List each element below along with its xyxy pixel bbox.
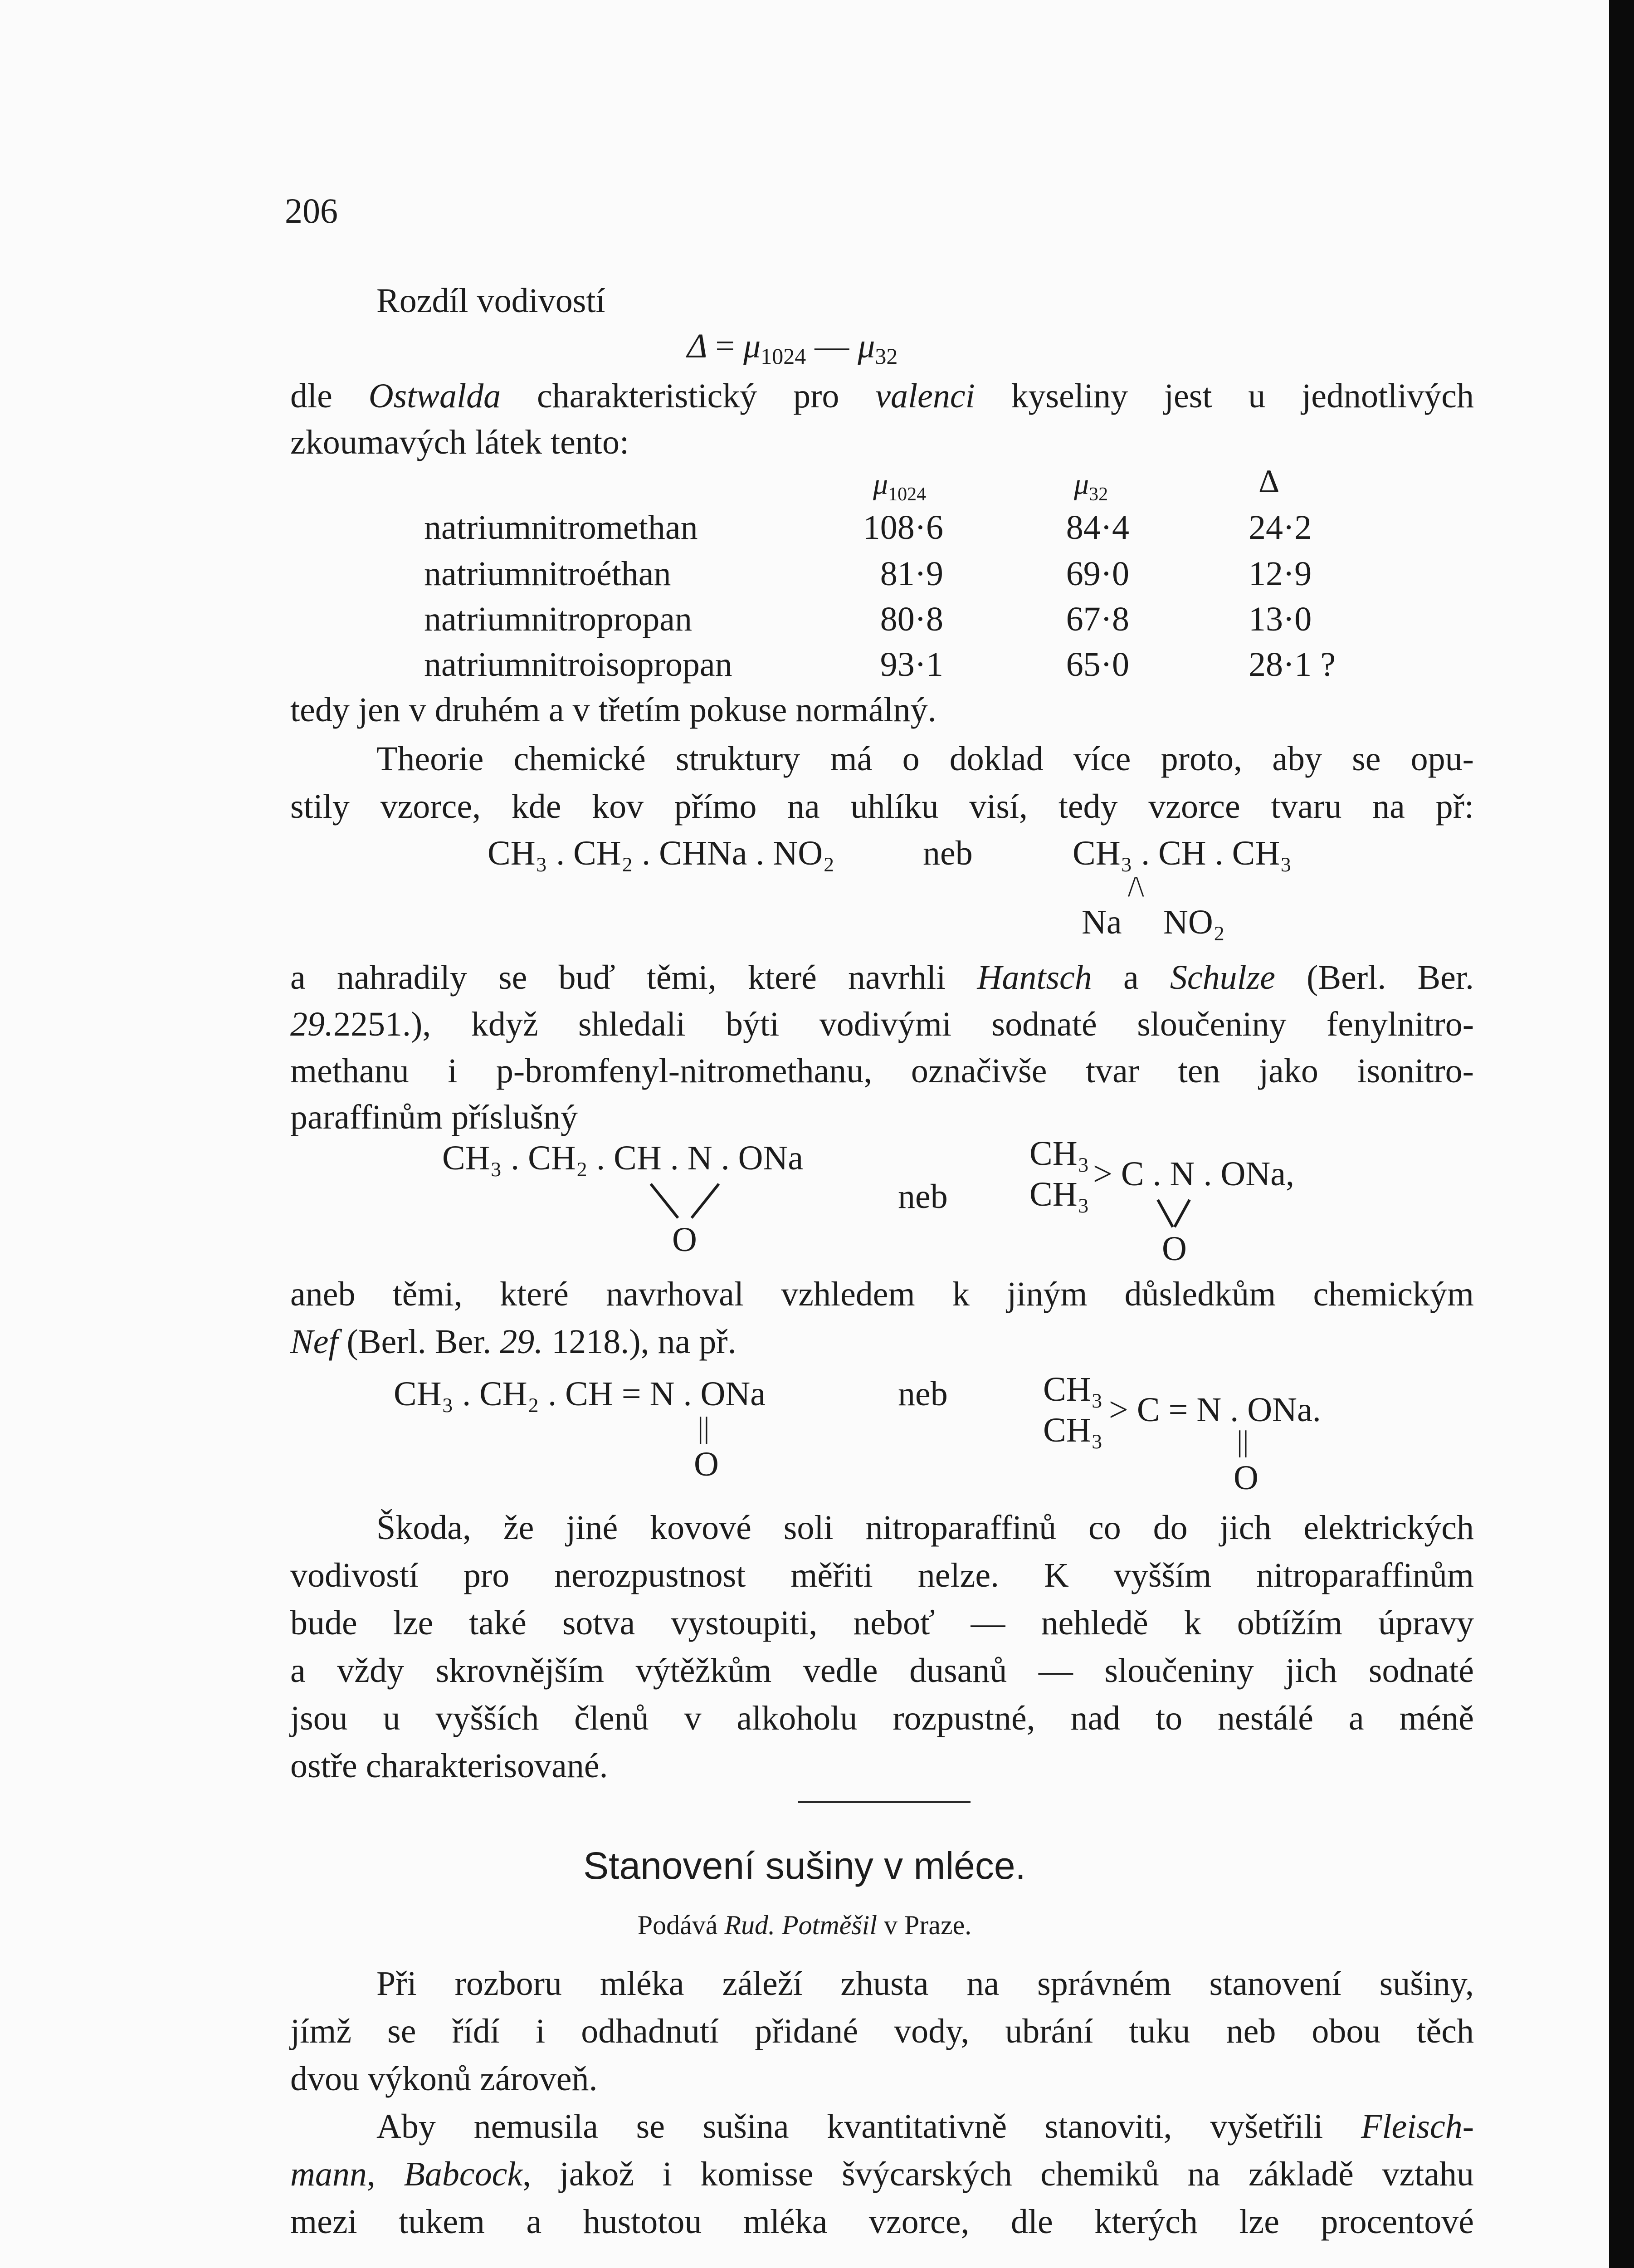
chem3-right-main: > C = N . ONa. [1109,1391,1321,1429]
term-valenci: valenci [875,377,975,415]
para3-line2: 29.2251.), když shledali býti vodivými sodnaté sloučeniny fenylnitro- [290,1005,1474,1043]
para2-line1: Theorie chemické struktury má o doklad více proto, aby se opu- [376,740,1474,778]
chem2-right-top: CH₃ [1029,1134,1090,1173]
chem1-wedge: /\ [1128,870,1144,903]
row-name: natriumnitroisopropan [424,645,732,684]
row-delta: 28·1 ? [1249,645,1336,684]
row-name: natriumnitromethan [424,508,698,547]
para5-line6: ostře charakterisované. [290,1747,608,1785]
formula-sub2: 32 [875,343,898,369]
section-divider [798,1801,971,1803]
row-name: natriumnitropropan [424,600,692,638]
row-delta: 12·9 [1249,555,1312,593]
chem3-left-dbl: || [697,1411,710,1444]
chem3-neb: neb [898,1375,948,1413]
row-mu1024: 80·8 [880,600,943,638]
author-babcock: Babcock [404,2155,523,2193]
row-mu32: 84·4 [1066,508,1129,547]
article-title: Stanovení sušiny v mléce. [583,1844,1026,1887]
formula [687,327,897,369]
chem2-right-main: > C . N . ONa, [1093,1155,1294,1193]
table-header-mu1024: $\mu_{1024}$ [873,468,927,505]
para1-line2: zkoumavých látek tento: [290,423,629,461]
after-table-line: tedy jen v druhém a v třetím pokuse normálný. [290,691,937,729]
author-potmesil: Rud. Potměšil [724,1910,877,1940]
page-number: 206 [285,191,338,230]
row-mu32: 67·8 [1066,600,1129,638]
author-ostwalda: Ostwalda [368,377,501,415]
formula-sub1: 1024 [761,343,806,369]
table-header-delta: Δ [1258,463,1280,499]
row-delta: 13·0 [1249,600,1312,638]
chem2-left: CH₃ . CH₂ . CH . N . ONa [442,1139,804,1177]
chem2-left-bond [649,1182,721,1222]
article-p2-line2: mann, Babcock, jakož i komisse švýcarských chemiků na základě vztahu [290,2155,1474,2193]
chem3-left-o: O [694,1445,719,1483]
chem2-right-bond [1156,1198,1192,1229]
chem1-na: Na [1082,903,1122,941]
para5-line3: bude lze také sotva vystoupiti, neboť — nehledě k obtížím úpravy [290,1604,1474,1642]
para3-line3: methanu i p-bromfenyl-nitromethanu, označivše tvar ten jako isonitro- [290,1052,1474,1090]
chem1-neb: neb [923,834,973,872]
para5-line5: jsou u vyšších členů v alkoholu rozpustné, nad to nestálé a méně [290,1699,1474,1737]
chem3-left: CH₃ . CH₂ . CH = N . ONa [394,1375,766,1413]
chem1-no2: NO₂ [1163,903,1225,941]
formula-minus: — [815,327,849,365]
para5-line4: a vždy skrovnějším výtěžkům vedle dusanů — sloučeniny jich sodnaté [290,1652,1474,1690]
author-schulze: Schulze [1170,958,1275,997]
chem3-right-o: O [1234,1459,1258,1497]
chem2-right-bottom: CH₃ [1029,1175,1090,1213]
chem1-right: CH₃ . CH . CH₃ [1073,834,1292,872]
chem2-neb: neb [898,1178,948,1216]
formula-mu2: μ [858,327,875,365]
intro-line: Rozdíl vodivostí [376,282,605,320]
article-p1-line3: dvou výkonů zároveň. [290,2060,598,2098]
chem3-right-dbl: || [1237,1425,1249,1458]
para5-line2: vodivostí pro nerozpustnost měřiti nelze. K vyšším nitroparaffinům [290,1556,1474,1594]
article-p2-line3: mezi tukem a hustotou mléka vzorce, dle kterých lze procentové [290,2203,1474,2241]
row-name: natriumnitroéthan [424,555,671,593]
author-hantsch: Hantsch [977,958,1092,997]
formula-mu1: μ [743,327,761,365]
row-mu32: 65·0 [1066,645,1129,684]
row-mu1024: 81·9 [880,555,943,593]
para1-line1: dle Ostwalda charakteristický pro valenci kyseliny jest u jednotlivých [290,377,1474,415]
row-mu32: 69·0 [1066,555,1129,593]
para2-line2: stily vzorce, kde kov přímo na uhlíku visí, tedy vzorce tvaru na př: [290,787,1474,826]
para5-line1: Škoda, že jiné kovové soli nitroparaffinů co do jich elektrických [376,1509,1474,1547]
chem1-left: CH₃ . CH₂ . CHNa . NO₂ [488,834,835,872]
author-nef: Nef [290,1323,338,1361]
para4-line2: Nef (Berl. Ber. 29. 1218.), na př. [290,1323,737,1361]
author-fleischmann: Fleisch- [1361,2107,1474,2146]
chem3-right-bottom: CH₃ [1043,1411,1103,1449]
para4-line1: aneb těmi, které navrhoval vzhledem k jiným důsledkům chemickým [290,1275,1474,1313]
formula-delta: Δ [687,327,707,365]
chem2-right-o: O [1162,1230,1187,1268]
row-delta: 24·2 [1249,508,1312,547]
row-mu1024: 108·6 [863,508,943,547]
para3-line4: paraffinům příslušný [290,1098,578,1136]
article-p1-line2: jímž se řídí i odhadnutí přidané vody, ubrání tuku neb obou těch [290,2012,1474,2050]
article-p1-line1: Při rozboru mléka záleží zhusta na správném stanovení sušiny, [376,1965,1474,2003]
formula-eq: = [715,327,735,365]
chem3-right-top: CH₃ [1043,1370,1103,1408]
row-mu1024: 93·1 [880,645,943,684]
scan-edge [1609,0,1634,2268]
article-p2-line1: Aby nemusila se sušina kvantitativně stanoviti, vyšetřili Fleisch- [376,2107,1474,2146]
table-header-mu32: $\mu_{32}$ [1074,468,1108,505]
chem2-left-o: O [672,1221,697,1259]
article-byline: Podává Rud. Potměšil v Praze. [637,1910,972,1940]
para3-line1: a nahradily se buď těmi, které navrhli Hantsch a Schulze (Berl. Ber. [290,958,1474,997]
